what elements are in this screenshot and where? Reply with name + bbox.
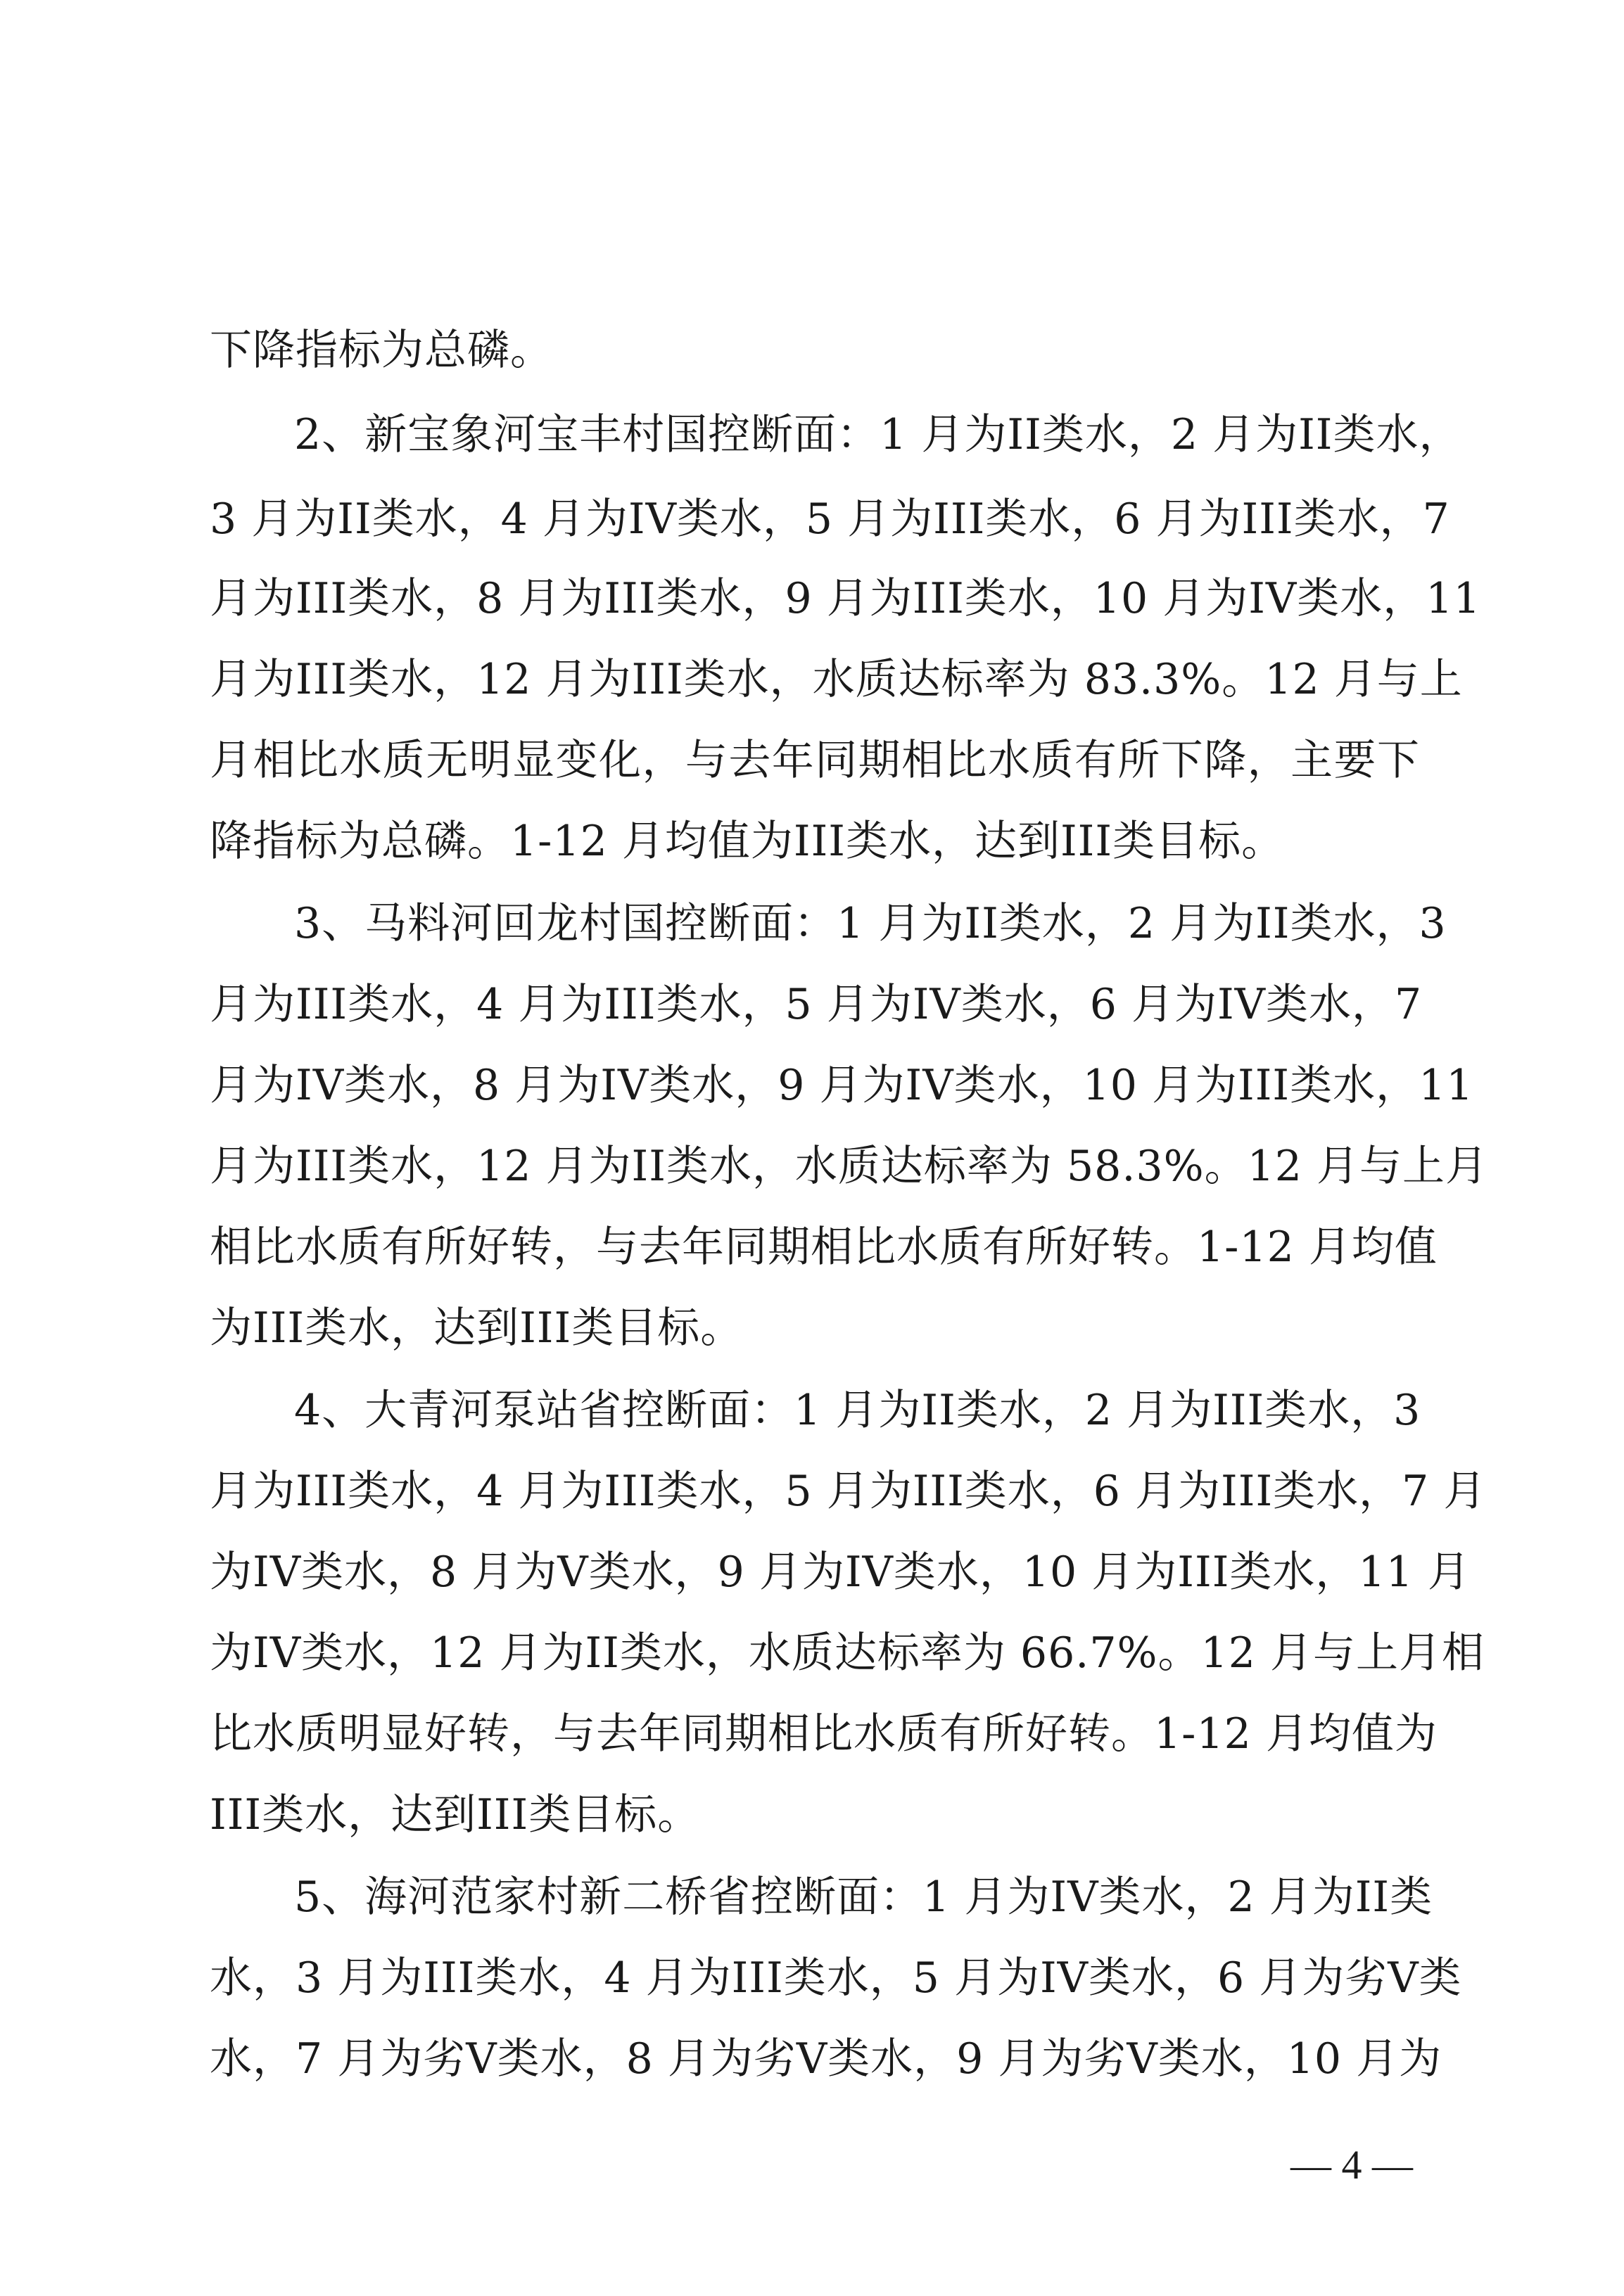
- paragraph-line: 月为III类水，12 月为III类水，水质达标率为 83.3%。12 月与上: [210, 655, 1463, 704]
- paragraph-line: 月为III类水，4 月为III类水，5 月为IV类水，6 月为IV类水，7: [210, 980, 1423, 1029]
- paragraph-line: 相比水质有所好转，与去年同期相比水质有所好转。1-12 月均值: [210, 1223, 1438, 1272]
- paragraph-line: 月为III类水，4 月为III类水，5 月为III类水，6 月为III类水，7 月: [210, 1467, 1487, 1516]
- paragraph-line: 3、马料河回龙村国控断面：1 月为II类水，2 月为II类水，3: [294, 899, 1447, 948]
- paragraph-line: 为III类水，达到III类目标。: [210, 1303, 744, 1353]
- paragraph-line: 水，3 月为III类水，4 月为III类水，5 月为IV类水，6 月为劣V类: [210, 1953, 1462, 2003]
- paragraph-line: 月为IV类水，8 月为IV类水，9 月为IV类水，10 月为III类水，11: [210, 1061, 1474, 1110]
- paragraph-line: 为IV类水，12 月为II类水，水质达标率为 66.7%。12 月与上月相: [210, 1628, 1485, 1678]
- paragraph-line: 水，7 月为劣V类水，8 月为劣V类水，9 月为劣V类水，10 月为: [210, 2034, 1442, 2084]
- paragraph-line: 降指标为总磷。1-12 月均值为III类水，达到III类目标。: [210, 817, 1285, 866]
- paragraph-line: 月为III类水，8 月为III类水，9 月为III类水，10 月为IV类水，11: [210, 574, 1481, 623]
- paragraph-line: 月为III类水，12 月为II类水，水质达标率为 58.3%。12 月与上月: [210, 1142, 1489, 1191]
- paragraph-line: 比水质明显好转，与去年同期相比水质有所好转。1-12 月均值为: [210, 1709, 1438, 1759]
- paragraph-line: 下降指标为总磷。: [210, 326, 553, 375]
- paragraph-line: 4、大青河泵站省控断面：1 月为II类水，2 月为III类水，3: [294, 1386, 1421, 1435]
- paragraph-line: III类水，达到III类目标。: [210, 1790, 701, 1839]
- paragraph-line: 3 月为II类水，4 月为IV类水，5 月为III类水，6 月为III类水，7: [210, 495, 1450, 544]
- paragraph-line: 2、新宝象河宝丰村国控断面：1 月为II类水，2 月为II类水，: [294, 410, 1462, 459]
- paragraph-line: 月相比水质无明显变化，与去年同期相比水质有所下降，主要下: [210, 736, 1420, 785]
- paragraph-line: 为IV类水，8 月为V类水，9 月为IV类水，10 月为III类水，11 月: [210, 1548, 1471, 1597]
- page-number: — 4 —: [1290, 2142, 1413, 2188]
- paragraph-line: 5、海河范家村新二桥省控断面：1 月为IV类水，2 月为II类: [294, 1873, 1433, 1922]
